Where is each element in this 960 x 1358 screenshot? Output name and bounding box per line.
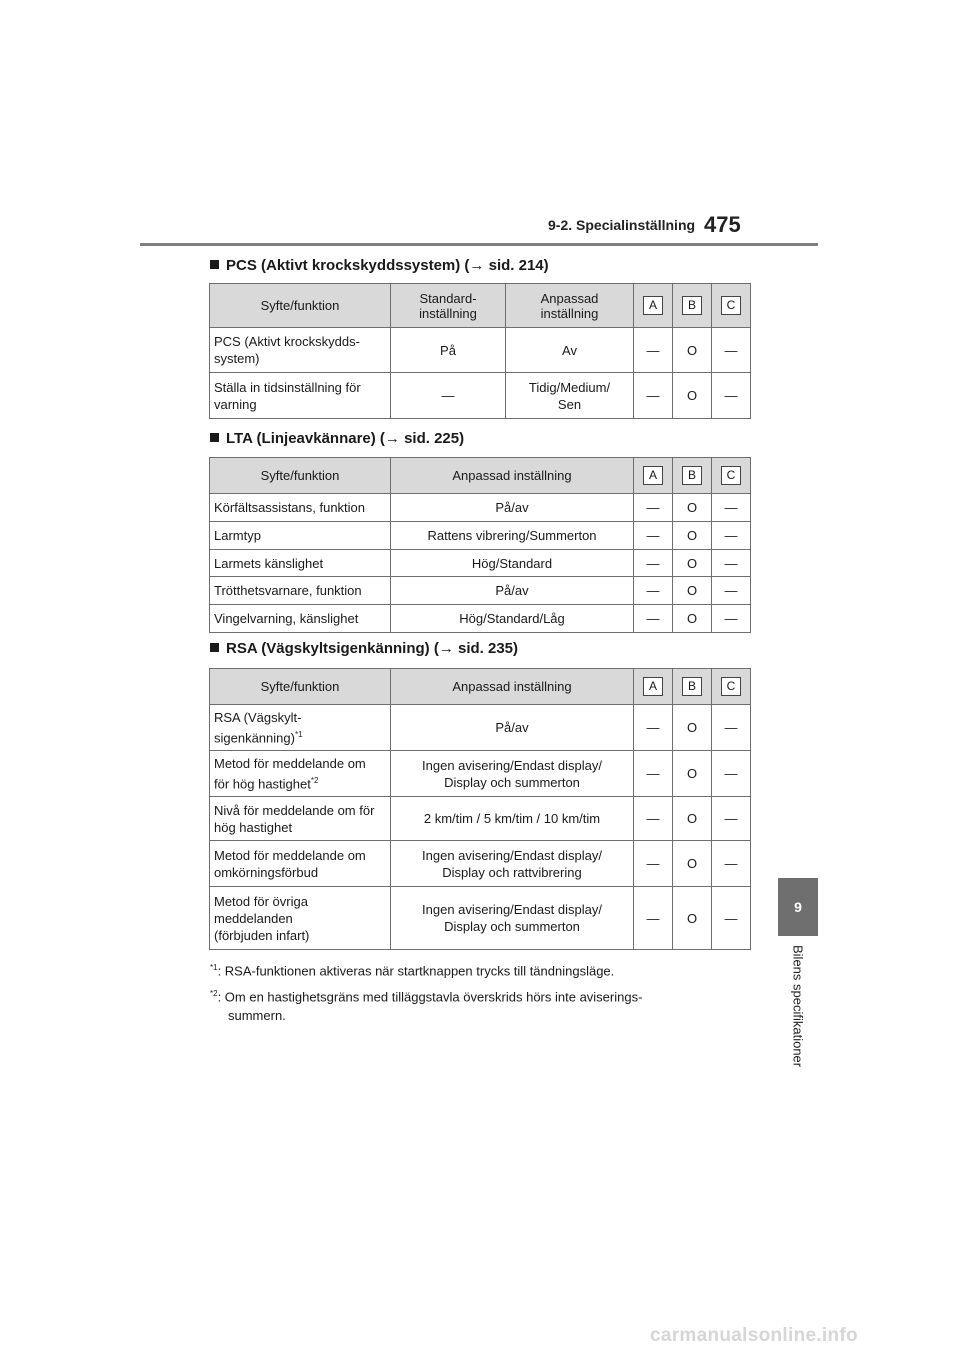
pcs-heading-text: PCS (Aktivt krockskyddssystem) (→ sid. 214) [226, 257, 549, 274]
table-header-row [210, 669, 751, 705]
table-row [210, 373, 751, 419]
cell-a: — [634, 577, 673, 605]
col-header-custom: Anpassad inställning [391, 669, 634, 705]
cell-custom: Rattens vibrering/Summerton [391, 522, 634, 550]
col-header-custom-text: Anpassad inställning [540, 290, 599, 321]
cell-custom: Ingen avisering/Endast display/ Display och rattvibrering [391, 841, 634, 887]
pcs-table [209, 283, 751, 419]
square-bullet-icon [210, 643, 219, 652]
cell-function: Nivå för meddelande om för hög hastighet [210, 797, 391, 841]
cell-c: — [712, 328, 751, 373]
square-bullet-icon [210, 433, 219, 442]
table-row [210, 797, 751, 841]
cell-c: — [712, 577, 751, 605]
footnote-marker: *2 [310, 775, 319, 785]
col-header-custom: Anpassad inställning [391, 458, 634, 494]
box-a: A [643, 466, 663, 485]
cell-function: Vingelvarning, känslighet [210, 605, 391, 633]
box-a: A [643, 677, 663, 696]
cell-function-text: RSA (Vägskylt- sigenkänning) [214, 709, 302, 746]
box-b: B [682, 677, 702, 696]
box-a: A [643, 296, 663, 315]
cell-standard: — [391, 373, 506, 419]
cell-custom: Hög/Standard/Låg [391, 605, 634, 633]
cell-a: — [634, 705, 673, 751]
cell-function: Körfältsassistans, funktion [210, 494, 391, 522]
cell-function: PCS (Aktivt krockskydds- system) [210, 328, 391, 373]
cell-c: — [712, 705, 751, 751]
lta-heading [210, 430, 464, 447]
cell-a: — [634, 887, 673, 950]
footnote-marker: *1 [294, 729, 303, 739]
cell-function-text: Metod för meddelande om för hög hastighet [214, 755, 366, 792]
cell-c: — [712, 522, 751, 550]
footnote-marker: *1 [210, 963, 218, 972]
cell-b: O [673, 494, 712, 522]
cell-c: — [712, 605, 751, 633]
table-row [210, 577, 751, 605]
lta-table [209, 457, 751, 633]
cell-custom: Hög/Standard [391, 550, 634, 577]
rsa-heading [210, 640, 518, 657]
cell-b: O [673, 328, 712, 373]
table-row [210, 751, 751, 797]
cell-function [210, 751, 391, 797]
cell-a: — [634, 841, 673, 887]
cell-function: Ställa in tidsinställning för varning [210, 373, 391, 419]
box-c: C [721, 677, 741, 696]
cell-b: O [673, 605, 712, 633]
col-header-a [634, 284, 673, 328]
col-header-c [712, 458, 751, 494]
cell-custom: På/av [391, 494, 634, 522]
rsa-heading-text: RSA (Vägskyltsigenkänning) (→ sid. 235) [226, 640, 519, 657]
cell-a: — [634, 797, 673, 841]
chapter-label [772, 945, 824, 1095]
watermark: carmanualsonline.info [650, 1325, 858, 1346]
table-header-row [210, 458, 751, 494]
cell-b: O [673, 841, 712, 887]
cell-b: O [673, 522, 712, 550]
cell-custom: Ingen avisering/Endast display/ Display och summerton [391, 887, 634, 950]
square-bullet-icon [210, 260, 219, 269]
cell-c: — [712, 494, 751, 522]
table-row [210, 522, 751, 550]
cell-function: Metod för meddelande om omkörningsförbud [210, 841, 391, 887]
table-row [210, 550, 751, 577]
cell-function: Metod för övriga meddelanden (förbjuden infart) [210, 887, 391, 950]
cell-custom: Ingen avisering/Endast display/ Display och summerton [391, 751, 634, 797]
cell-custom: På/av [391, 577, 634, 605]
col-header-c [712, 669, 751, 705]
cell-a: — [634, 328, 673, 373]
cell-c: — [712, 887, 751, 950]
cell-custom: På/av [391, 705, 634, 751]
col-header-b [673, 669, 712, 705]
footnote-2 [210, 984, 710, 1025]
box-c: C [721, 296, 741, 315]
col-header-b [673, 458, 712, 494]
col-header-standard-text: Standard- inställning [419, 290, 477, 321]
col-header-function: Syfte/funktion [210, 669, 391, 705]
cell-c: — [712, 797, 751, 841]
cell-a: — [634, 550, 673, 577]
section-title: 9-2. Specialinställning [548, 217, 696, 233]
box-b: B [682, 296, 702, 315]
cell-custom: Av [506, 328, 634, 373]
cell-b: O [673, 797, 712, 841]
cell-b: O [673, 550, 712, 577]
table-header-row [210, 284, 751, 328]
table-row [210, 887, 751, 950]
table-row [210, 841, 751, 887]
col-header-function: Syfte/funktion [210, 458, 391, 494]
cell-a: — [634, 494, 673, 522]
col-header-a [634, 669, 673, 705]
cell-standard: På [391, 328, 506, 373]
footnote-marker: *2 [210, 989, 218, 998]
cell-c: — [712, 751, 751, 797]
footnote-text: : RSA-funktionen aktiveras när startknappen trycks till tändningsläge. [217, 963, 615, 979]
cell-function: Larmets känslighet [210, 550, 391, 577]
col-header-custom [506, 284, 634, 328]
cell-c: — [712, 550, 751, 577]
cell-function [210, 705, 391, 751]
cell-custom: 2 km/tim / 5 km/tim / 10 km/tim [391, 797, 634, 841]
col-header-c [712, 284, 751, 328]
cell-function: Trötthetsvarnare, funktion [210, 577, 391, 605]
footnote-continuation: summern. [228, 1008, 286, 1024]
page-number: 475 [704, 212, 741, 237]
col-header-standard [391, 284, 506, 328]
col-header-function: Syfte/funktion [210, 284, 391, 328]
cell-a: — [634, 605, 673, 633]
cell-b: O [673, 577, 712, 605]
col-header-b [673, 284, 712, 328]
cell-a: — [634, 751, 673, 797]
cell-b: O [673, 887, 712, 950]
box-c: C [721, 466, 741, 485]
lta-heading-text: LTA (Linjeavkännare) (→ sid. 225) [226, 430, 465, 447]
table-row [210, 328, 751, 373]
pcs-heading [210, 257, 549, 274]
chapter-title: Bilens specifikationer [790, 945, 806, 1068]
cell-b: O [673, 705, 712, 751]
table-row [210, 705, 751, 751]
cell-custom: Tidig/Medium/ Sen [506, 373, 634, 419]
rsa-table [209, 668, 751, 950]
cell-function: Larmtyp [210, 522, 391, 550]
cell-a: — [634, 522, 673, 550]
cell-c: — [712, 841, 751, 887]
footnote-text: : Om en hastighetsgräns med tilläggstavla överskrids hörs inte aviserings- [217, 989, 643, 1005]
cell-a: — [634, 373, 673, 419]
table-row [210, 605, 751, 633]
chapter-tab: 9 [778, 878, 818, 936]
box-b: B [682, 466, 702, 485]
cell-b: O [673, 751, 712, 797]
col-header-a [634, 458, 673, 494]
table-row [210, 494, 751, 522]
cell-c: — [712, 373, 751, 419]
footnote-1 [210, 958, 710, 980]
cell-b: O [673, 373, 712, 419]
header-divider [140, 243, 818, 246]
